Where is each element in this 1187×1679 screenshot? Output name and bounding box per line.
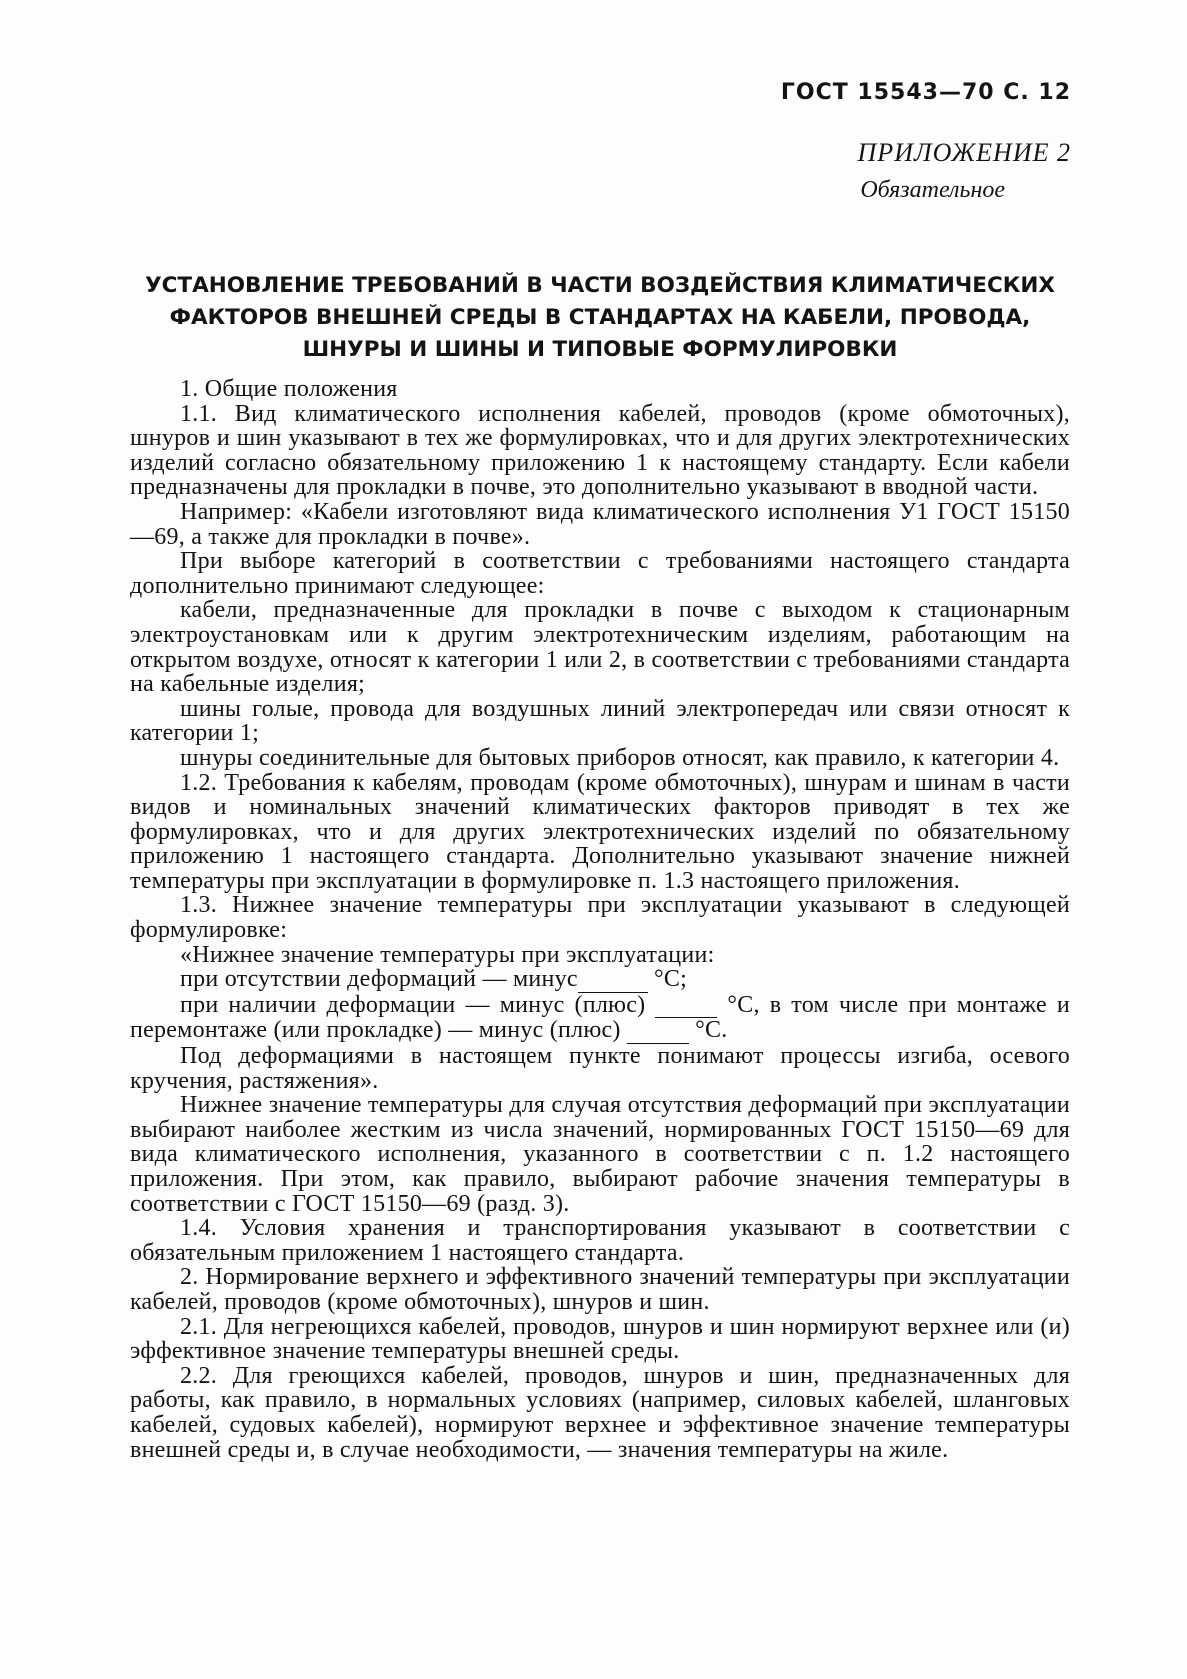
paragraph-2-1: 2.1. Для негреющихся кабелей, проводов, шнуров и шин нормируют верхнее или (и) эффективное значение температуры внешней среды. [130,1313,1070,1365]
title-line-1: УСТАНОВЛЕНИЕ ТРЕБОВАНИЙ В ЧАСТИ ВОЗДЕЙСТВИЯ КЛИМАТИЧЕСКИХ [145,273,1055,298]
quote-line-2 [130,967,1070,993]
list-item-cords: шнуры соединительные для бытовых приборов относят, как правило, к категории 4. [180,744,1060,771]
quote-line-3 [130,993,1070,1044]
title-line-2: ФАКТОРОВ ВНЕШНЕЙ СРЕДЫ В СТАНДАРТАХ НА КАБЕЛИ, ПРОВОДА, [169,305,1031,330]
paragraph-1-1: 1.1. Вид климатического исполнения кабелей, проводов (кроме обмоточных), шнуров и шин указывают в тех же формулировках, что и для других электротехнических изделий согласно обязательному приложению 1 к настоящему стандарту. Если кабели предназначены для прокладки в почве, это дополнительно указывают в вводной части. [130,400,1070,501]
title-line-3: ШНУРЫ И ШИНЫ И ТИПОВЫЕ ФОРМУЛИРОВКИ [302,337,898,362]
quote-2-unit: °С; [654,966,688,993]
section-title [130,270,1070,366]
quote-3-mid: °С, в том числе при монтаже и перемонтаже (или прокладке) — минус (плюс) [130,991,1071,1044]
section-heading-2: 2. Нормирование верхнего и эффективного значений температуры при эксплуатации кабелей, проводов (кроме обмоточных), шнуров и шин. [130,1264,1070,1315]
page-header-reference: ГОСТ 15543—70 С. 12 [780,80,1071,105]
list-item-cables: кабели, предназначенные для прокладки в почве с выходом к стационарным электроустановкам или к другим электротехническим изделиям, работающим на открытом воздухе, относят к категории 1 или 2, в соответствии с требованиями стандарта на кабельные изделия; [130,597,1070,698]
quote-3-text: при наличии деформации — минус (плюс) [180,991,646,1018]
temperature-blank [655,993,717,1019]
paragraph-1-2: 1.2. Требования к кабелям, проводам (кроме обмоточных), шнурам и шинам в части видов и номинальных значений климатических факторов приводят в тех же формулировках, что и для других электротехнических изделий по обязательному приложению 1 настоящего стандарта. Дополнительно указывают значение нижней температуры при эксплуатации в формулировке п. 1.3 настоящего приложения. [130,769,1070,894]
appendix-label: ПРИЛОЖЕНИЕ 2 [857,138,1071,167]
quote-3-unit: °С. [695,1017,728,1044]
temperature-blank [627,1018,689,1044]
paragraph-lower-temperature: Нижнее значение температуры для случая отсутствия деформаций при эксплуатации выбирают наиболее жестким из числа значений, нормированных ГОСТ 15150—69 для вида климатического исполнения, указанного в соответствии с п. 1.2 настоящего приложения. При этом, как правило, выбирают рабочие значения температуры в соответствии с ГОСТ 15150—69 (разд. 3). [130,1092,1070,1217]
paragraph-1-4: 1.4. Условия хранения и транспортирования указывают в соответствии с обязательным приложением 1 настоящего стандарта. [130,1215,1070,1266]
paragraph-categories: При выборе категорий в соответствии с требованиями настоящего стандарта дополнительно принимают следующее: [130,548,1070,599]
quote-line-1: «Нижнее значение температуры при эксплуатации: [180,941,715,968]
appendix-status: Обязательное [860,177,1005,203]
quote-2-text: при отсутствии деформаций — минус [180,966,578,993]
paragraph-example: Например: «Кабели изготовляют вида климатического исполнения У1 ГОСТ 15150—69, а также для прокладки в почве». [130,498,1070,550]
document-body [130,377,1070,1462]
temperature-blank [578,967,648,993]
quote-line-4: Под деформациями в настоящем пункте понимают процессы изгиба, осевого кручения, растяжения». [130,1043,1070,1094]
paragraph-2-2: 2.2. Для греющихся кабелей, проводов, шнуров и шин, предназначенных для работы, как правило, в нормальных условиях (например, силовых кабелей, шланговых кабелей, судовых кабелей), нормируют верхнее и эффективное значение температуры внешней среды и, в случае необходимости, — значения температуры на жиле. [130,1362,1070,1463]
section-heading-1: 1. Общие положения [180,376,398,402]
list-item-bars: шины голые, провода для воздушных линий электропередач или связи относят к категории 1; [130,695,1070,747]
paragraph-1-3: 1.3. Нижнее значение температуры при эксплуатации указывают в следующей формулировке: [130,892,1070,944]
